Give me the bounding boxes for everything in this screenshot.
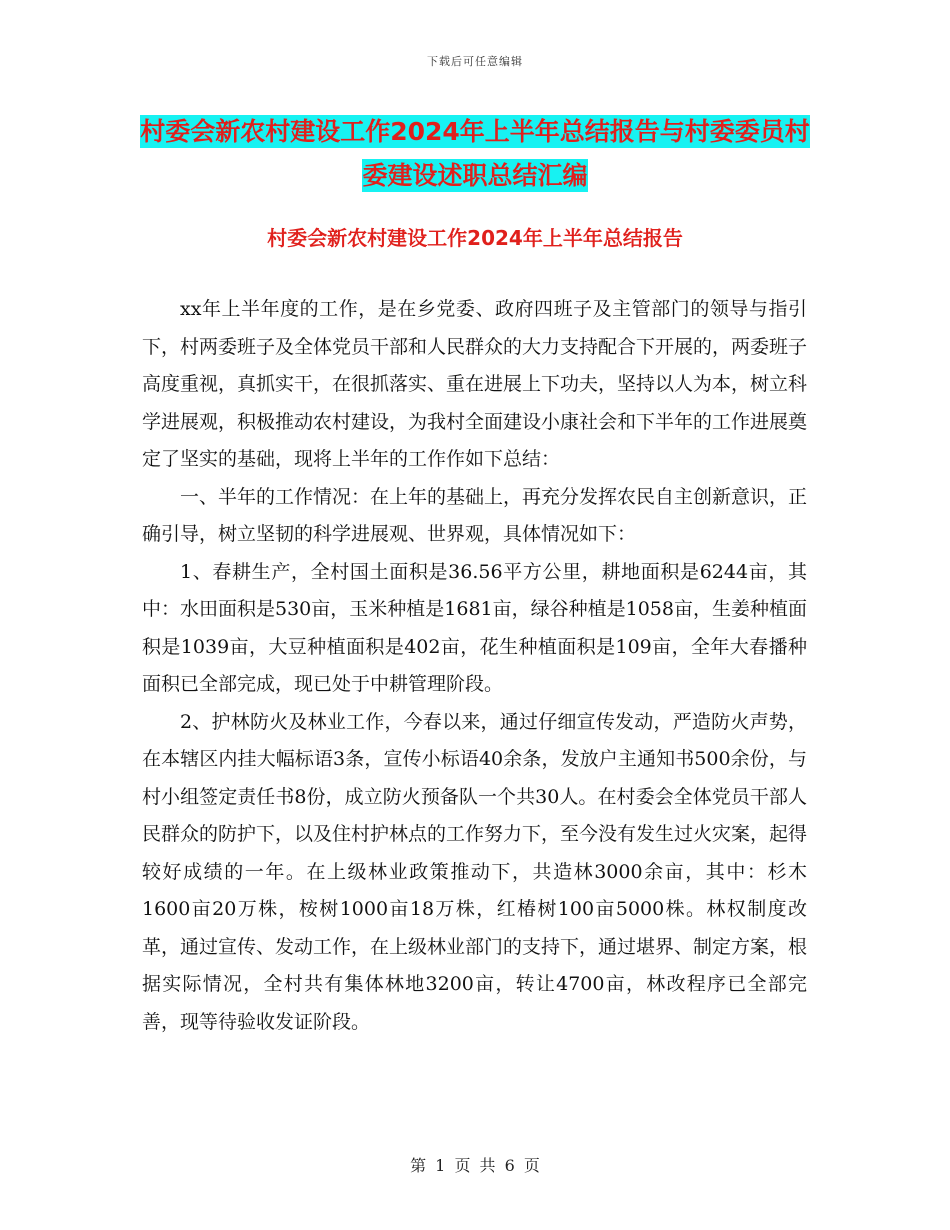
body-paragraph-overview: 一、半年的工作情况：在上年的基础上，再充分发挥农民自主创新意识，正确引导，树立坚韧的科学进展观、世界观，具体情况如下： (142, 485, 808, 545)
main-title-highlight: 村委会新农村建设工作2024年上半年总结报告与村委委员村委建设述职总结汇编 (140, 117, 810, 190)
section-title: 村委会新农村建设工作2024年上半年总结报告 (267, 226, 683, 250)
page-number-footer: 第 1 页 共 6 页 (410, 1156, 540, 1175)
body-paragraph-spring-farming: 1、春耕生产，全村国土面积是36.56平方公里，耕地面积是6244亩，其中：水田面积是530亩，玉米种植是1681亩，绿谷种植是1058亩，生姜种植面积是1039亩，大豆种植面积是402亩，花生种植面积是109亩，全年大春播种面积已全部完成，现已处于中耕管理阶段。 (142, 560, 807, 695)
body-paragraph-forestry: 2、护林防火及林业工作，今春以来，通过仔细宣传发动，严造防火声势，在本辖区内挂大幅标语3条，宣传小标语40余条，发放户主通知书500余份，与村小组签定责任书8份，成立防火预备队一个共30人。在村委会全体党员干部人民群众的防护下，以及住村护林点的工作努力下，至今没有发生过火灾案，起得较好成绩的一年。在上级林业政策推动下，共造林3000余亩，其中：杉木1600亩20万株，桉树1000亩18万株，红椿树100亩5000株。林权制度改革，通过宣传、发动工作，在上级林业部门的支持下，通过堪界、制定方案，根据实际情况，全村共有集体林地3200亩，转让4700亩，林改程序已全部完善，现等待验收发证阶段。 (142, 710, 808, 1033)
document-body (142, 291, 807, 1041)
document-main-title (140, 110, 810, 198)
body-paragraph-intro: xx年上半年度的工作，是在乡党委、政府四班子及主管部门的领导与指引下，村两委班子及全体党员干部和人民群众的大力支持配合下开展的，两委班子高度重视，真抓实干，在很抓落实、重在进展上下功夫，坚持以人为本，树立科学进展观，积极推动农村建设，为我村全面建设小康社会和下半年的工作进展奠定了坚实的基础，现将上半年的工作作如下总结： (142, 298, 808, 470)
page-header-note: 下载后可任意编辑 (427, 55, 523, 68)
